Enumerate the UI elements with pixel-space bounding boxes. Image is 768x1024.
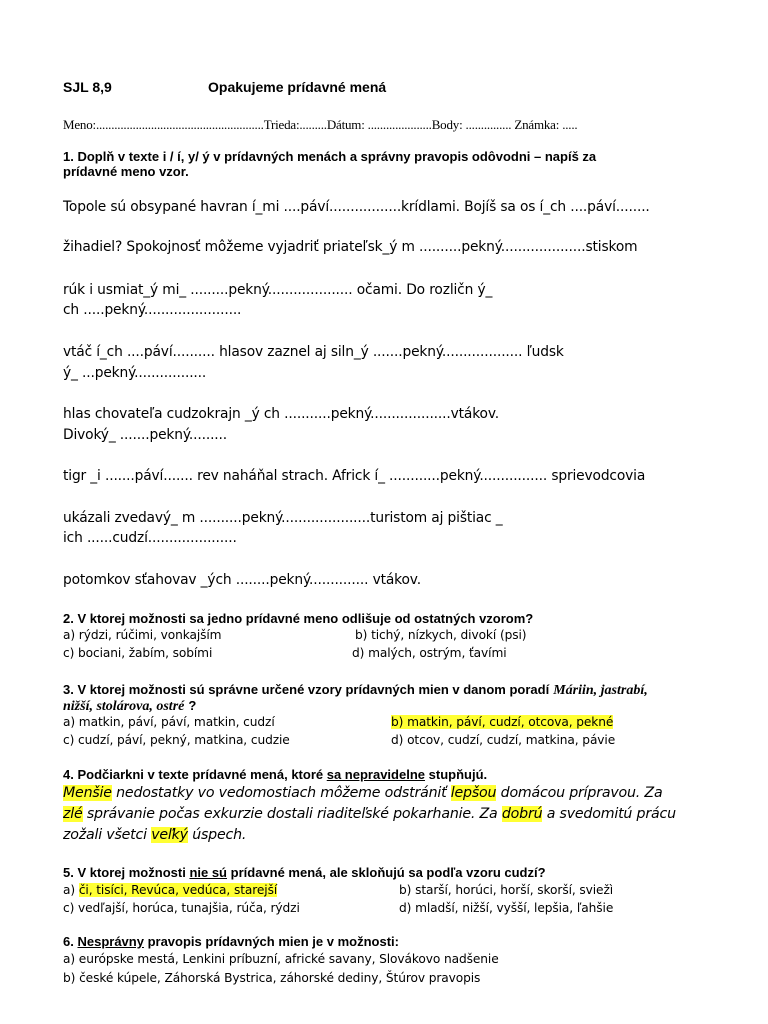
highlighted-adjective: dobrú (501, 806, 543, 822)
task1-text-line: potomkov sťahovav _ých ........pekný.............. vtákov. (63, 572, 421, 588)
task1-text-line: Divoký_ .......pekný......... (63, 427, 228, 443)
task1-text-line: vtáč í_ch ....páví.......... hlasov zaznel aj siln_ý .......pekný................... ľudsk (63, 344, 564, 360)
paragraph-text: a svedomitú prácu (542, 806, 676, 822)
task5-heading-start: 5. V ktorej možnosti (63, 865, 186, 880)
paragraph-text: úspech. (187, 827, 247, 843)
paragraph-text: správanie počas exkurzie dostali riaditeľské pokarhanie. Za (82, 806, 502, 822)
task6-heading-end: pravopis prídavných mien je v možnosti: (147, 934, 399, 949)
option-letter: a) (63, 883, 76, 897)
task1-text-line: tigr _i .......páví....... rev naháňal strach. Africk í_ ............pekný................ sprievodcovia (63, 468, 646, 484)
task3-option-b-highlighted: b) matkin, páví, cudzí, otcova, pekné (391, 715, 614, 729)
task6-option-a: a) európske mestá, Lenkini príbuzní, africké savany, Slovákovo nadšenie (63, 952, 499, 966)
task3-option-a: a) matkin, páví, páví, matkin, cudzí (63, 715, 275, 729)
task2-option-a: a) rýdzi, rúčimi, vonkajším (63, 628, 222, 642)
task5-option-a-highlighted: či, tisíci, Revúca, vedúca, starejší (78, 883, 278, 897)
task6-heading (63, 934, 399, 949)
task2-option-c: c) bociani, žabím, sobími (63, 646, 213, 660)
task2-heading: 2. V ktorej možnosti sa jedno prídavné meno odlišuje od ostatných vzorom? (63, 611, 534, 626)
task4-heading-underlined: sa nepravidelne (326, 767, 426, 782)
task3-heading-words-2: nižší, stolárova, ostré (63, 699, 185, 714)
task1-heading-line2: prídavné meno vzor. (63, 164, 189, 179)
task4-paragraph-line2 (63, 806, 676, 822)
task1-text-line: ich ......cudzí..................... (63, 530, 237, 546)
subject-code: SJL 8,9 (63, 79, 112, 95)
task2-option-b: b) tichý, nízkych, divokí (psi) (355, 628, 527, 642)
highlighted-adjective: lepšou (450, 785, 497, 801)
task5-option-b: b) starší, horúci, horší, skorší, sviežì (399, 883, 614, 897)
task5-heading-underlined: nie sú (189, 865, 228, 880)
task1-text-line: ch .....pekný....................... (63, 302, 242, 318)
task4-heading-start: 4. Podčiarkni v texte prídavné mená, ktoré (63, 767, 324, 782)
task3-option-c: c) cudzí, páví, pekný, matkina, cudzie (63, 733, 290, 747)
task3-option-d: d) otcov, cudzí, cudzí, matkina, pávie (391, 733, 616, 747)
task1-heading-line1: 1. Doplň v texte i / í, y/ ý v prídavných menách a správny pravopis odôvodni – napíš za (63, 149, 597, 164)
task6-option-b: b) české kúpele, Záhorská Bystrica, záhorské dediny, Štúrov pravopis (63, 971, 481, 985)
highlighted-adjective: zlé (63, 806, 83, 822)
highlighted-adjective: veľký (151, 827, 188, 843)
paragraph-text: zožali všetci (63, 827, 152, 843)
task4-heading (63, 767, 487, 782)
highlighted-adjective: Menšie (63, 785, 112, 801)
task6-heading-number: 6. (63, 934, 74, 949)
task5-heading (63, 865, 546, 880)
paragraph-text: nedostatky vo vedomostiach môžeme odstrániť (111, 785, 451, 801)
task1-text-line: ý_ ...pekný................. (63, 365, 207, 381)
task4-heading-end: stupňujú. (428, 767, 488, 782)
task1-text-line: rúk i usmiat_ý mi_ .........pekný.................... očami. Do rozličn ý_ (63, 282, 493, 298)
task4-paragraph-line3 (63, 827, 246, 843)
task6-heading-underlined: Nesprávny (77, 934, 144, 949)
task5-heading-end: prídavné mená, ale skloňujú sa podľa vzoru cudzí? (230, 865, 546, 880)
task1-text-line: hlas chovateľa cudzokrajn _ý ch ...........pekný...................vtákov. (63, 406, 500, 422)
task3-heading-line2 (63, 697, 196, 715)
paragraph-text: domácou prípravou. Za (496, 785, 663, 801)
task1-text-line: žihadiel? Spokojnosť môžeme vyjadriť priateľsk_ý m ..........pekný....................stiskom (63, 239, 638, 255)
task4-paragraph-line1 (63, 785, 662, 801)
task1-text-line: Topole sú obsypané havran í_mi ....páví.................krídlami. Bojíš sa os í_ch ....páví........ (63, 199, 650, 215)
worksheet-title: Opakujeme prídavné mená (208, 79, 387, 95)
task5-option-a (63, 883, 277, 897)
task3-heading-end: ? (188, 698, 197, 713)
task3-heading-text: 3. V ktorej možnosti sú správne určené vzory prídavných mien v danom poradí (63, 682, 550, 697)
task2-option-d: d) malých, ostrým, ťavími (352, 646, 507, 660)
student-info-fields: Meno:.......................................................Trieda:.........Dátum: .....................Body: ............... Známka: ..... (63, 117, 578, 132)
task5-option-d: d) mladší, nižší, vyšší, lepšia, ľahšie (399, 901, 614, 915)
task3-heading-words: Máriin, jastrabí, (553, 683, 648, 698)
task5-option-c: c) vedľajší, horúca, tunajšia, rúča, rýdzi (63, 901, 300, 915)
task1-text-line: ukázali zvedavý_ m ..........pekný.....................turistom aj pištiac _ (63, 510, 503, 526)
